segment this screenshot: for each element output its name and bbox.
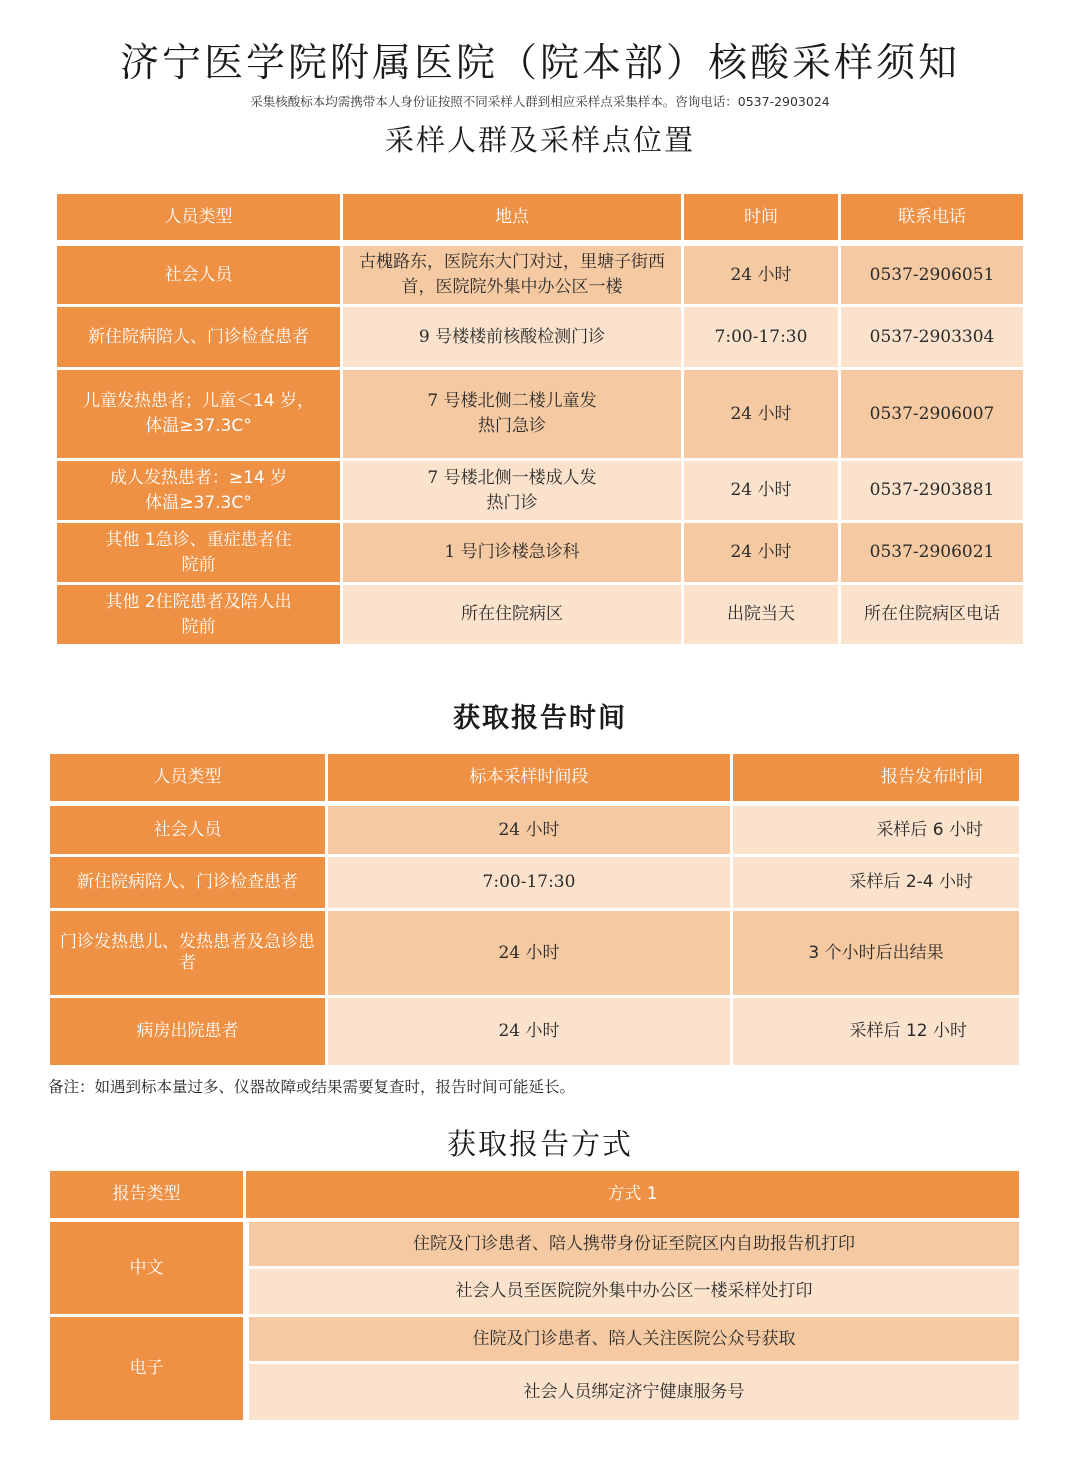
table-cell-phone: 0537-2903881 <box>841 461 1023 520</box>
table-cell-time: 24 小时 <box>684 461 838 520</box>
table-cell-method: 社会人员至医院院外集中办公区一楼采样处打印 <box>249 1269 1019 1314</box>
table-cell-phone: 0537-2906021 <box>841 523 1023 582</box>
table-cell-period: 24 小时 <box>328 806 730 854</box>
table-cell-period: 24 小时 <box>328 911 730 995</box>
table-cell-place: 7 号楼北侧二楼儿童发热门急诊 <box>343 370 681 458</box>
table-header-cell: 人员类型 <box>50 754 325 801</box>
table-cell-period: 24 小时 <box>328 998 730 1065</box>
table-row-label: 电子 <box>50 1317 243 1420</box>
report-method-section-title: 获取报告方式 <box>446 1127 633 1161</box>
sampling-section-title: 采样人群及采样点位置 <box>384 123 695 157</box>
table-cell-release: 采样后 2-4 小时 <box>733 857 1019 908</box>
table-row-label: 其他 1急诊、重症患者住院前 <box>57 523 340 582</box>
table-header-cell: 时间 <box>684 194 838 240</box>
table-row-label: 社会人员 <box>50 806 325 854</box>
report-time-note: 备注：如遇到标本量过多、仪器故障或结果需要复查时，报告时间可能延长。 <box>48 1078 576 1096</box>
table-cell-time: 24 小时 <box>684 523 838 582</box>
page-title: 济宁医学院附属医院（院本部）核酸采样须知 <box>119 41 960 86</box>
report-time-section-title: 获取报告时间 <box>453 703 627 734</box>
table-row-label: 其他 2住院患者及陪人出院前 <box>57 585 340 644</box>
table-cell-release: 3 个小时后出结果 <box>733 911 1019 995</box>
table-row-label: 中文 <box>50 1222 243 1314</box>
table-row-label: 社会人员 <box>57 246 340 304</box>
table-cell-phone: 0537-2903304 <box>841 307 1023 367</box>
table-cell-method: 住院及门诊患者、陪人携带身份证至院区内自助报告机打印 <box>249 1222 1019 1266</box>
table-cell-phone: 所在住院病区电话 <box>841 585 1023 644</box>
table-header-cell: 标本采样时间段 <box>328 754 730 801</box>
table-cell-release: 采样后 12 小时 <box>733 998 1019 1065</box>
table-header-cell: 联系电话 <box>841 194 1023 240</box>
table-cell-place: 9 号楼楼前核酸检测门诊 <box>343 307 681 367</box>
table-header-cell: 地点 <box>343 194 681 240</box>
table-cell-place: 7 号楼北侧一楼成人发热门诊 <box>343 461 681 520</box>
table-cell-time: 24 小时 <box>684 370 838 458</box>
table-cell-place: 所在住院病区 <box>343 585 681 644</box>
table-row-label: 新住院病陪人、门诊检查患者 <box>57 307 340 367</box>
table-header-cell: 报告发布时间 <box>733 754 1019 801</box>
table-row-label: 门诊发热患儿、发热患者及急诊患者 <box>50 911 325 995</box>
table-cell-phone: 0537-2906007 <box>841 370 1023 458</box>
table-header-cell: 报告类型 <box>50 1171 243 1218</box>
table-cell-release: 采样后 6 小时 <box>733 806 1019 854</box>
table-header-cell: 方式 1 <box>246 1171 1019 1218</box>
table-row-label: 病房出院患者 <box>50 998 325 1065</box>
table-cell-time: 24 小时 <box>684 246 838 304</box>
table-cell-time: 出院当天 <box>684 585 838 644</box>
table-row-label: 新住院病陪人、门诊检查患者 <box>50 857 325 908</box>
table-cell-method: 社会人员绑定济宁健康服务号 <box>249 1364 1019 1420</box>
table-cell-place: 1 号门诊楼急诊科 <box>343 523 681 582</box>
table-cell-method: 住院及门诊患者、陪人关注医院公众号获取 <box>249 1317 1019 1361</box>
table-row-label: 儿童发热患者；儿童＜14 岁，体温≥37.3C° <box>57 370 340 458</box>
table-header-cell: 人员类型 <box>57 194 340 240</box>
page-subtitle: 采集核酸标本均需携带本人身份证按照不同采样人群到相应采样点采集样本。咨询电话：0537-2903024 <box>250 94 830 109</box>
table-cell-period: 7:00-17:30 <box>328 857 730 908</box>
table-row-label: 成人发热患者：≥14 岁体温≥37.3C° <box>57 461 340 520</box>
table-cell-place: 古槐路东，医院东大门对过，里塘子街西首，医院院外集中办公区一楼 <box>343 246 681 304</box>
table-cell-time: 7:00-17:30 <box>684 307 838 367</box>
table-cell-phone: 0537-2906051 <box>841 246 1023 304</box>
